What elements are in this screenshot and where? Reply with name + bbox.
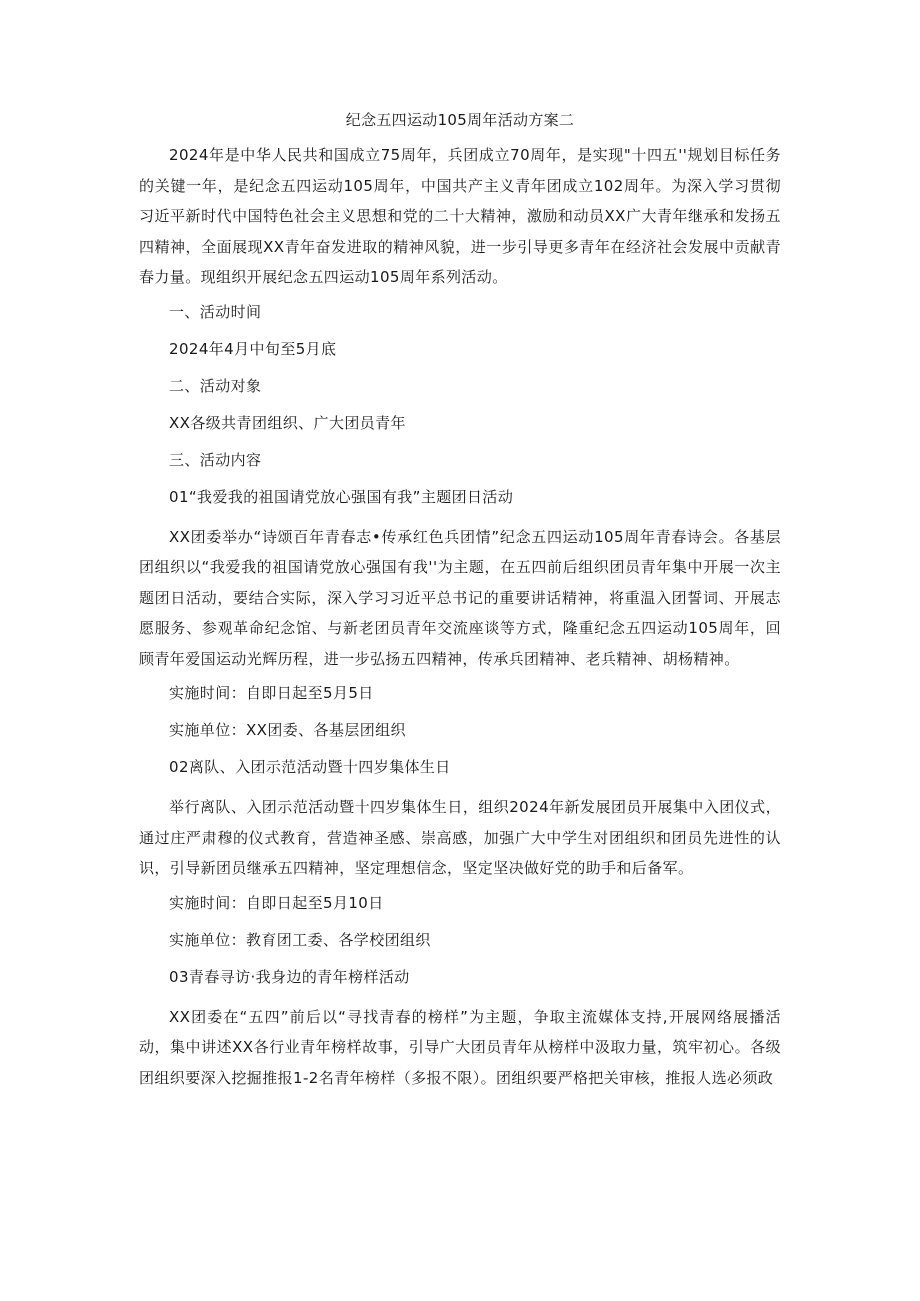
item-02-paragraph: 举行离队、入团示范活动暨十四岁集体生日，组织2024年新发展团员开展集中入团仪式，通过庄严肃穆的仪式教育，营造神圣感、崇高感，加强广大中学生对团组织和团员先进性的认识，引导新团员继承五四精神，坚定理想信念，坚定坚决做好党的助手和后备军。	[139, 798, 781, 877]
section-heading-content: 三、活动内容	[169, 450, 262, 469]
document-page	[139, 108, 781, 1100]
item-01-paragraph: XX团委举办“诗颂百年青春志•传承红色兵团情”纪念五四运动105周年青春诗会。各基层团组织以“我爱我的祖国请党放心强国有我''为主题，在五四前后组织团员青年集中开展一次主题团日活动，要结合实际，深入学习习近平总书记的重要讲话精神，将重温入团誓词、开展志愿服务、参观革命纪念馆、与新老团员青年交流座谈等方式，隆重纪念五四运动105周年，回顾青年爱国运动光辉历程，进一步弘扬五四精神，传承兵团精神、老兵精神、胡杨精神。	[139, 527, 781, 668]
item-01-time: 实施时间：自即日起至5月5日	[169, 684, 374, 702]
item-02-heading: 02离队、入团示范活动暨十四岁集体生日	[169, 758, 451, 776]
item-02-time: 实施时间：自即日起至5月10日	[169, 893, 384, 912]
item-02-unit: 实施单位：教育团工委、各学校团组织	[169, 930, 431, 949]
section-heading-target: 二、活动对象	[169, 376, 262, 395]
item-03-paragraph: XX团委在“五四”前后以“寻找青春的榜样”为主题，争取主流媒体支持,开展网络展播活动，集中讲述XX各行业青年榜样故事，引导广大团员青年从榜样中汲取力量，筑牢初心。各级团组织要深入挖掘推报1-2名青年榜样（多报不限）。团组织要严格把关审核，推报人选必须政	[139, 1007, 781, 1087]
intro-paragraph: 2024年是中华人民共和国成立75周年，兵团成立70周年，是实现"十四五''规划目标任务的关键一年，是纪念五四运动105周年，中国共产主义青年团成立102周年。为深入学习贯彻习近平新时代中国特色社会主义思想和党的二十大精神，激励和动员XX广大青年继承和发扬五四精神，全面展现XX青年奋发进取的精神风貌，进一步引导更多青年在经济社会发展中贡献青春力量。现组织开展纪念五四运动105周年系列活动。	[139, 146, 781, 286]
activity-target-text: XX各级共青团组织、广大团员青年	[169, 413, 406, 432]
activity-time-text: 2024年4月中旬至5月底	[169, 339, 337, 358]
section-heading-time: 一、活动时间	[169, 302, 262, 321]
item-01-unit: 实施单位：XX团委、各基层团组织	[169, 721, 406, 739]
item-03-heading: 03青春寻访·我身边的青年榜样活动	[169, 967, 410, 986]
item-01-heading: 01“我爱我的祖国请党放心强国有我”主题团日活动	[169, 487, 514, 506]
document-title: 纪念五四运动105周年活动方案二	[345, 111, 575, 129]
